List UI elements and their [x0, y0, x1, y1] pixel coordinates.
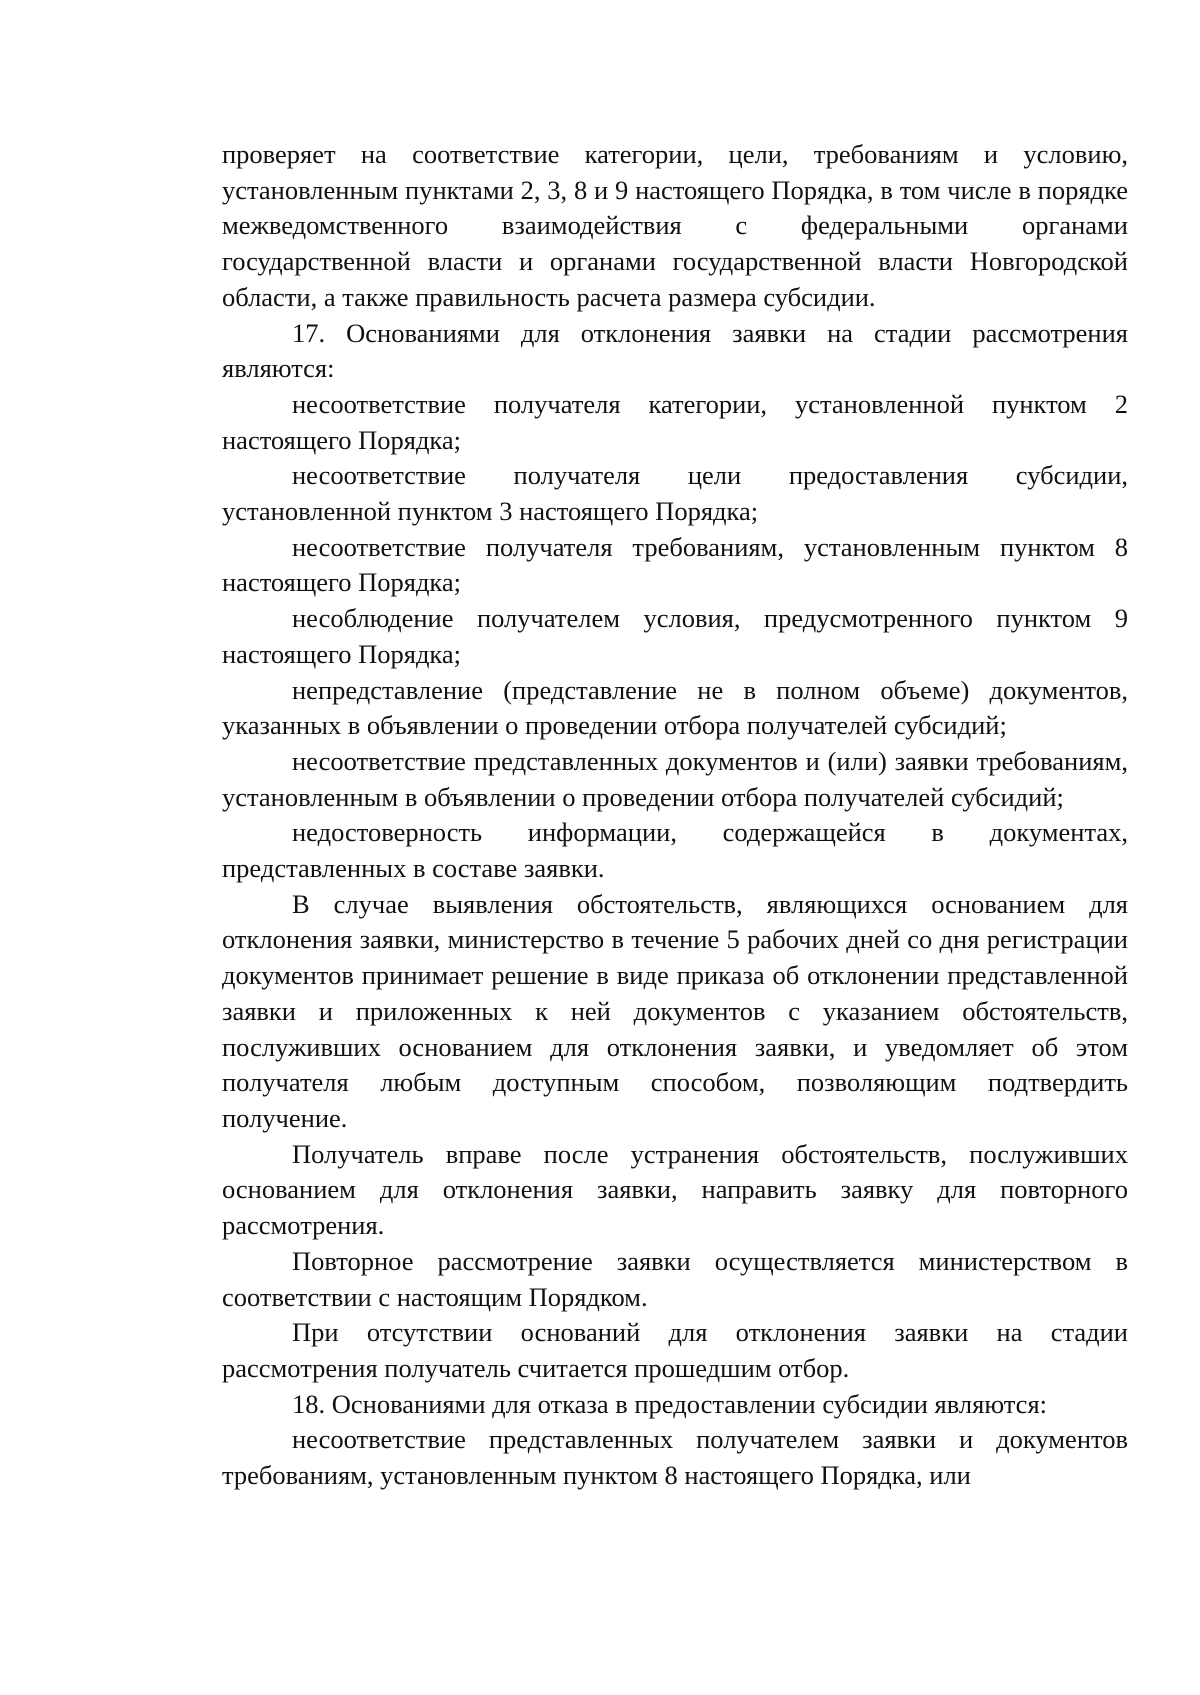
- paragraph-verification-continuation: проверяет на соответствие категории, цели, требованиям и условию, установленным пунктами 2, 3, 8 и 9 настоящего Порядка, в том числе в порядке межведомственного взаимодействия с федеральными органами государственной власти и органами государственной власти Новгородской области, а также правильность расчета размера субсидии.: [222, 139, 1128, 312]
- paragraph-reject-false-information: недостоверность информации, содержащейся в документах, представленных в составе заявки.: [222, 817, 1128, 884]
- paragraph-reject-noncompliant-documents: несоответствие представленных документов и (или) заявки требованиям, установленным в объявлении о проведении отбора получателей субсидий;: [222, 745, 1128, 812]
- paragraph-reject-missing-documents: непредставление (представление не в полном объеме) документов, указанных в объявлении о проведении отбора получателей субсидий;: [222, 674, 1128, 741]
- paragraph-refusal-noncompliance: несоответствие представленных получателем заявки и документов требованиям, установленным пунктом 8 настоящего Порядка, или: [222, 1424, 1128, 1491]
- paragraph-reject-condition: несоблюдение получателем условия, предусмотренного пунктом 9 настоящего Порядка;: [222, 603, 1128, 669]
- paragraph-resubmission-right: Получатель вправе после устранения обстоятельств, послуживших основанием для отклонения заявки, направить заявку для повторного рассмотрения.: [222, 1138, 1128, 1241]
- paragraph-reject-purpose: несоответствие получателя цели предоставления субсидии, установленной пунктом 3 настоящего Порядка;: [222, 460, 1128, 527]
- paragraph-passed-selection: При отсутствии оснований для отклонения заявки на стадии рассмотрения получатель считается прошедшим отбор.: [222, 1317, 1128, 1383]
- paragraph-rejection-procedure: В случае выявления обстоятельств, являющихся основанием для отклонения заявки, министерство в течение 5 рабочих дней со дня регистрации документов принимает решение в виде приказа об отклонении представленной заявки и приложенных к ней документов с указанием обстоятельств, послуживших основанием для отклонения заявки, и уведомляет об этом получателя любым доступным способом, позволяющим подтвердить получение.: [222, 888, 1128, 1133]
- paragraph-17-heading: 17. Основаниями для отклонения заявки на стадии рассмотрения являются:: [222, 317, 1128, 384]
- document-page: [222, 137, 1128, 1494]
- paragraph-repeat-review: Повторное рассмотрение заявки осуществляется министерством в соответствии с настоящим Порядком.: [222, 1245, 1128, 1312]
- paragraph-reject-category: несоответствие получателя категории, установленной пунктом 2 настоящего Порядка;: [222, 388, 1128, 455]
- paragraph-18-heading: 18. Основаниями для отказа в предоставлении субсидии являются:: [292, 1388, 1047, 1419]
- paragraph-reject-requirements: несоответствие получателя требованиям, установленным пунктом 8 настоящего Порядка;: [222, 531, 1128, 598]
